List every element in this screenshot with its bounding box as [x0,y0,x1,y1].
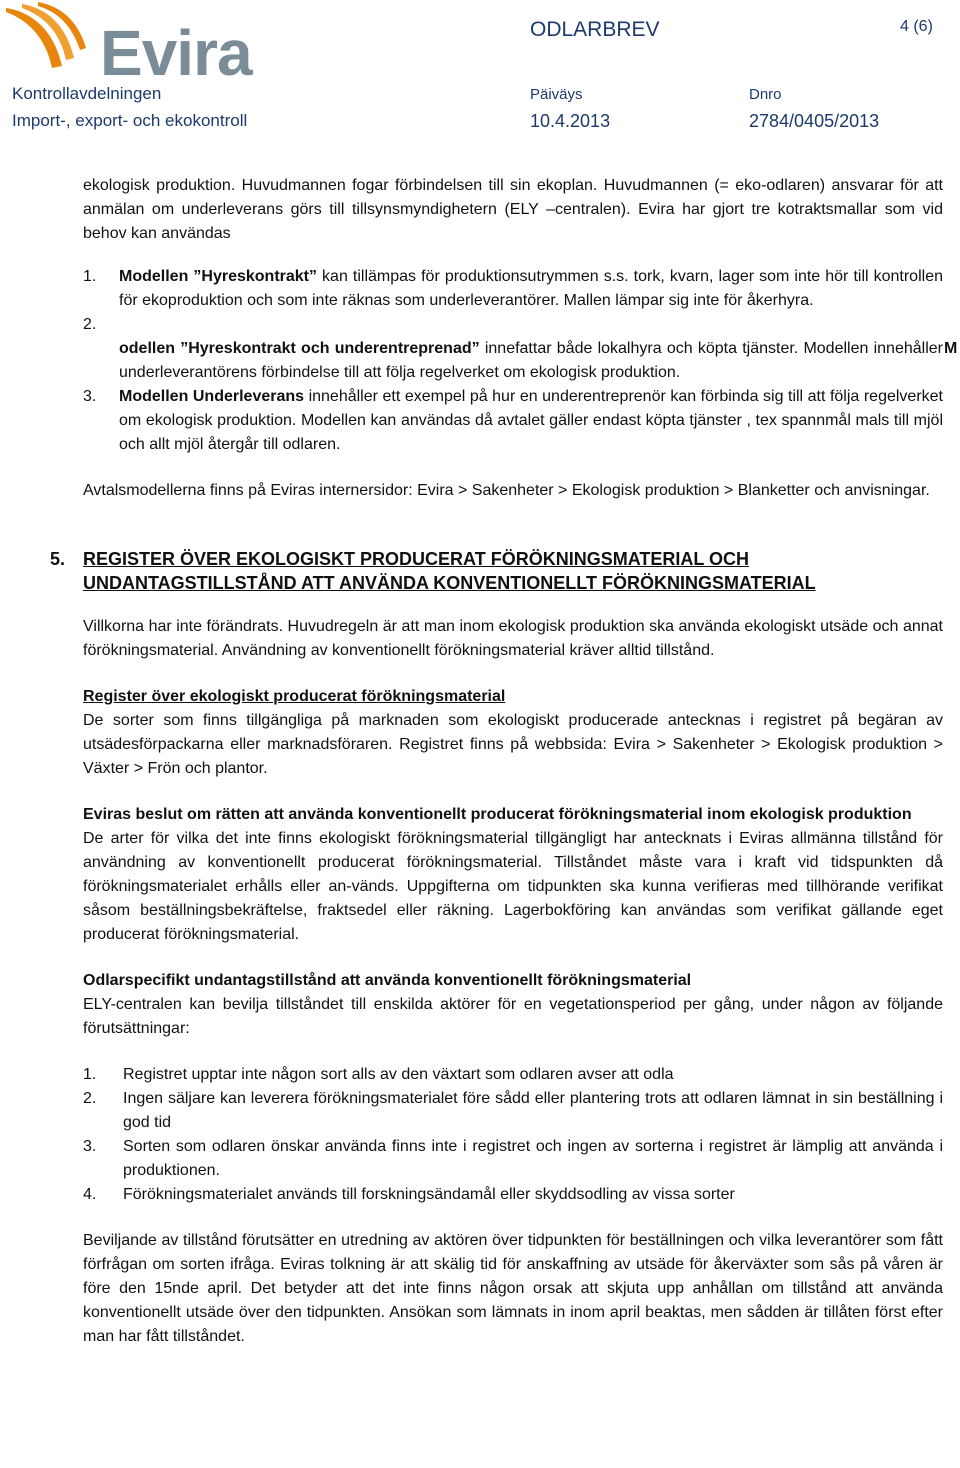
intro-paragraph: ekologisk produktion. Huvudmannen fogar förbindelsen till sin ekoplan. Huvudmannen (= eko-odlaren) ansvarar för att anmälan om underleverans görs till tillsynsmyndighetern (ELY –centralen). Evira har gjort tre kotraktsmallar som vid behov kan användas [83,177,943,242]
list-item: 2. Ingen säljare kan leverera förökningsmaterialet före sådd eller plantering trots att odlaren lämnat in sin beställning i god tid [83,1090,943,1131]
conditions-list [83,1063,943,1207]
list-item: 1. Registret upptar inte någon sort alls av den växtart som odlaren avser att odla [83,1066,674,1083]
reference-value: 2784/0405/2013 [749,111,880,131]
farmer-exemption-heading: Odlarspecifikt undantagstillstånd att använda konventionellt förökningsmaterial [83,972,692,989]
register-paragraph: De sorter som finns tillgängliga på marknaden som ekologiskt producerade antecknas i registret på begäran av utsädesförpackarna eller marknadsföraren. Registret finns på webbsida: Evira > Sakenheter > Ekologisk produktion > Växter > Frön och plantor. [83,712,943,777]
stray-letter: M [944,340,958,357]
closing-paragraph: Beviljande av tillstånd förutsätter en utredning av aktören över tidpunkten för beställningen och vilka leverantörer som fått förfrågan om sorten ifråga. Eviras tolkning är att skälig tid för anskaffning av utsäde för åkerväxter som sås på våren är före den 15nde april. Det betyder att det inte finns någon orsak att skjuta upp anhållan om tillstånd att använda konventionellt utsäde över den tidpunkten. Ansökan som lämnats in inom april beaktas, men sådden är tillåten först efter man har fått tillståndet. [83,1232,943,1345]
evira-leaf-icon [2,2,102,80]
decision-paragraph: De arter för vilka det inte finns ekologiskt förökningsmaterial tillgängligt har antecknats i Eviras allmänna tillstånd för användning av konventionellt producerat förökningsmaterial. Tillståndet måste vara i kraft vid tidspunkten då förökningsmaterialet erhålls eller an-vänds. Uppgifterna om tidpunkten ska kunna verifieras med tillhörande verifikat såsom beställningsbekräftelse, fraktsedel eller räkning. Lagerbokföring kan användas som verifikat gällande eget producerat förökningsmaterial. [83,830,943,943]
list-item: 3. Modellen Underleverans innehåller ett exempel på hur en underentreprenör kan förbinda sig till att följa regelverket om ekologisk produktion. Modellen kan användas då avtalet gäller endast köpta tjänster , tex spannmål mals till mjöl och allt mjöl återgår till odlaren. [83,388,943,453]
decision-heading: Eviras beslut om rätten att använda konventionellt producerat förökningsmaterial inom ekologisk produktion [83,806,912,823]
avtal-paragraph: Avtalsmodellerna finns på Eviras internersidor: Evira > Sakenheter > Ekologisk produktion > Blanketter och anvisningar. [83,482,930,499]
date-value: 10.4.2013 [530,111,611,131]
evira-logo [2,2,252,89]
section-heading: 5. REGISTER ÖVER EKOLOGISKT PRODUCERAT FÖRÖKNINGSMATERIAL OCH UNDANTAGSTILLSTÅND ATT ANVÄNDA KONVENTIONELLT FÖRÖKNINGSMATERIAL [50,549,816,593]
list-item: 2. odellen ”Hyreskontrakt och underentreprenad” innefattar både lokalhyra och köpta tjänster. Modellen innehåller underleverantörens förbindelse till att följa regelverket om ekologisk produktion. [83,316,943,381]
department-name: Kontrollavdelningen [12,84,162,103]
model-name: Modellen Underleverans [119,388,305,405]
unit-name: Import-, export- och ekokontroll [12,111,248,130]
page-number: 4 (6) [900,18,933,35]
reference-label: Dnro [749,86,782,103]
date-label: Päiväys [530,86,583,103]
model-name: Modellen ”Hyreskontrakt” [119,268,317,285]
model-name: odellen ”Hyreskontrakt och underentreprenad” [119,340,480,357]
list-item: 4. Förökningsmaterialet används till forskningsändamål eller skyddsodling av vissa sorter [83,1186,735,1203]
letterhead [0,0,960,140]
register-heading: Register över ekologiskt producerat förökningsmaterial [83,688,506,705]
list-item: 3. Sorten som odlaren önskar använda finns inte i registret och ingen av sorterna i registret är lämplig att använda i produktionen. [83,1138,943,1179]
document-type: ODLARBREV [530,18,660,41]
logo-wordmark: Evira [100,17,252,89]
contract-models-list [83,265,943,457]
document-body [50,174,943,1349]
list-item: 1. Modellen ”Hyreskontrakt” kan tillämpas för produktionsutrymmen s.s. tork, kvarn, lager som inte hör till kontrollen för ekoproduktion och som inte räknas som underleverantörer. Mallen lämpar sig inte för åkerhyra. [83,268,943,309]
conditions-paragraph: Villkorna har inte förändrats. Huvudregeln är att man inom ekologisk produktion ska använda ekologiskt utsäde och annat förökningsmaterial. Användning av konventionellt förökningsmaterial kräver alltid tillstånd. [83,618,943,659]
farmer-exemption-paragraph: ELY-centralen kan bevilja tillståndet till enskilda aktörer för en vegetationsperiod per gång, under någon av följande förutsättningar: [83,996,943,1037]
